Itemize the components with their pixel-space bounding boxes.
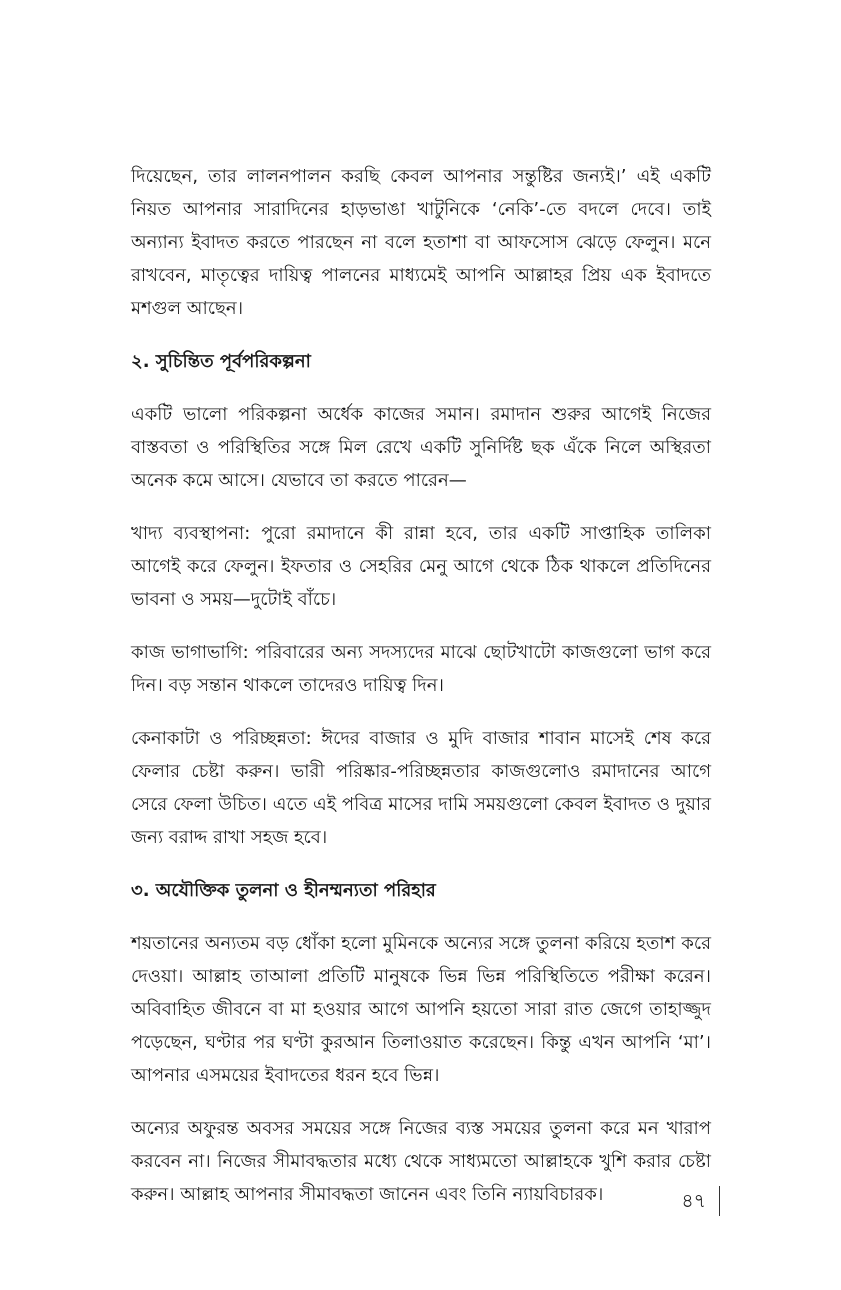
- page-number: ৪৭: [681, 1190, 706, 1212]
- paragraph-2: একটি ভালো পরিকল্পনা অর্ধেক কাজের সমান। রমাদান শুরুর আগেই নিজের বাস্তবতা ও পরিস্থিতির সঙ্গে মিল রেখে একটি সুনির্দিষ্ট ছক এঁকে নিলে অস্থিরতা অনেক কমে আসে। যেভাবে তা করতে পারেন—: [131, 404, 711, 491]
- paragraph-5: কেনাকাটা ও পরিচ্ছন্নতা: ঈদের বাজার ও মুদি বাজার শাবান মাসেই শেষ করে ফেলার চেষ্টা করুন। ভারী পরিষ্কার-পরিচ্ছন্নতার কাজগুলোও রমাদানের আগে সেরে ফেলা উচিত। এতে এই পবিত্র মাসের দামি সময়গুলো কেবল ইবাদত ও দুয়ার জন্য বরাদ্দ রাখা সহজ হবে।: [131, 728, 711, 848]
- section-heading-2: ২. সুচিন্তিত পূর্বপরিকল্পনা: [131, 351, 311, 372]
- page-body: [131, 160, 711, 1231]
- paragraph-3: খাদ্য ব্যবস্থাপনা: পুরো রমাদানে কী রান্না হবে, তার একটি সাপ্তাহিক তালিকা আগেই করে ফেলুন। ইফতার ও সেহরির মেনু আগে থেকে ঠিক থাকলে প্রতিদিনের ভাবনা ও সময়—দুটোই বাঁচে।: [131, 523, 711, 610]
- paragraph-7: অন্যের অফুরন্ত অবসর সময়ের সঙ্গে নিজের ব্যস্ত সময়ের তুলনা করে মন খারাপ করবেন না। নিজের সীমাবদ্ধতার মধ্যে থেকে সাধ্যমতো আল্লাহকে খুশি করার চেষ্টা করুন। আল্লাহ আপনার সীমাবদ্ধতা জানেন এবং তিনি ন্যায়বিচারক।: [131, 1118, 711, 1205]
- paragraph-4: কাজ ভাগাভাগি: পরিবারের অন্য সদস্যদের মাঝে ছোটখাটো কাজগুলো ভাগ করে দিন। বড় সন্তান থাকলে তাদেরও দায়িত্ব দিন।: [131, 642, 711, 696]
- section-heading-3: ৩. অযৌক্তিক তুলনা ও হীনম্মন্যতা পরিহার: [131, 880, 436, 901]
- paragraph-1: দিয়েছেন, তার লালনপালন করছি কেবল আপনার সন্তুষ্টির জন্যই।’ এই একটি নিয়ত আপনার সারাদিনের হাড়ভাঙা খাটুনিকে ‘নেকি’-তে বদলে দেবে। তাই অন্যান্য ইবাদত করতে পারছেন না বলে হতাশা বা আফসোস ঝেড়ে ফেলুন। মনে রাখবেন, মাতৃত্বের দায়িত্ব পালনের মাধ্যমেই আপনি আল্লাহর প্রিয় এক ইবাদতে মশগুল আছেন।: [131, 166, 711, 319]
- paragraph-6: শয়তানের অন্যতম বড় ধোঁকা হলো মুমিনকে অন্যের সঙ্গে তুলনা করিয়ে হতাশ করে দেওয়া। আল্লাহ তাআলা প্রতিটি মানুষকে ভিন্ন ভিন্ন পরিস্থিতিতে পরীক্ষা করেন। অবিবাহিত জীবনে বা মা হওয়ার আগে আপনি হয়তো সারা রাত জেগে তাহাজ্জুদ পড়েছেন, ঘণ্টার পর ঘণ্টা কুরআন তিলাওয়াত করেছেন। কিন্তু এখন আপনি ‘মা’। আপনার এসময়ের ইবাদতের ধরন হবে ভিন্ন।: [131, 933, 711, 1086]
- page-footer: [660, 1186, 720, 1216]
- page-number-divider: [719, 1186, 721, 1216]
